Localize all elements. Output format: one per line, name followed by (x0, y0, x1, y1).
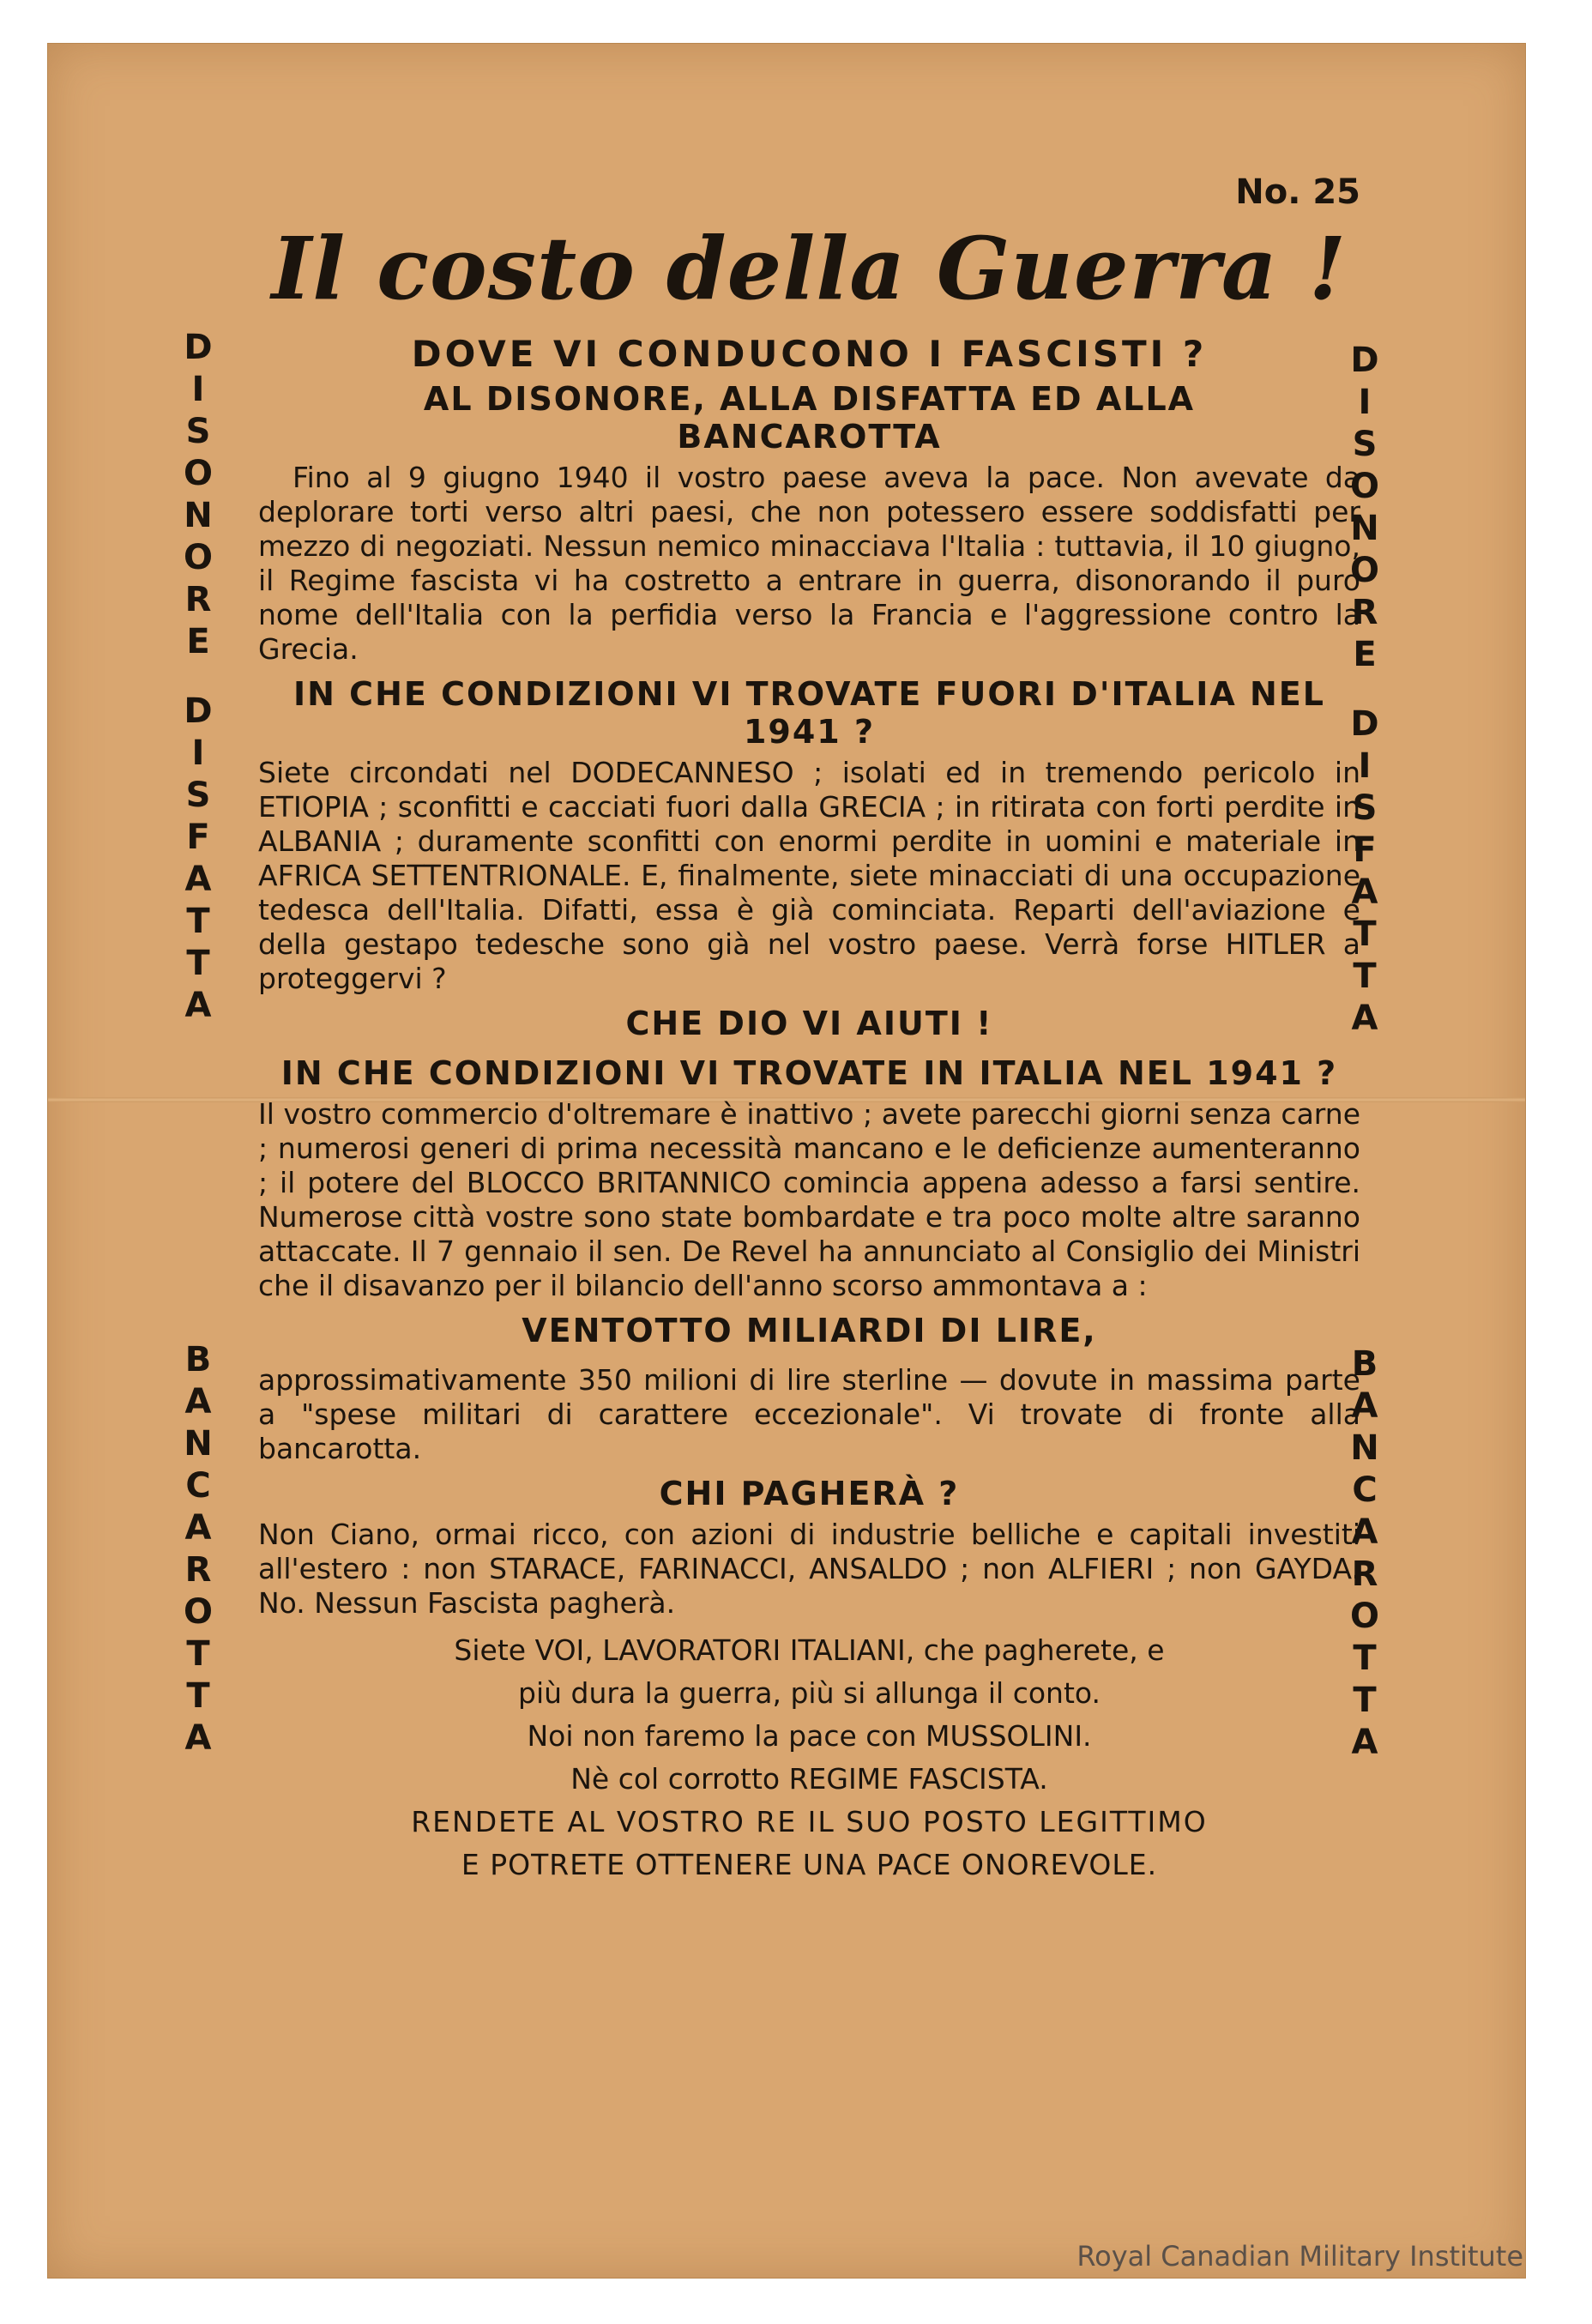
margin-letter: A (1351, 1386, 1378, 1426)
margin-letter: R (1351, 593, 1378, 632)
margin-letter: T (1353, 957, 1377, 996)
margin-letter: O (1349, 467, 1379, 506)
section1-subheading: AL DISONORE, ALLA DISFATTA ED ALLA BANCAROTTA (423, 380, 1196, 456)
leaflet-content (258, 172, 1360, 1886)
watermark-text: Royal Canadian Military Institute (1076, 2240, 1523, 2273)
left-margin-bottom-words (164, 1339, 232, 1787)
margin-letter: S (1352, 425, 1378, 464)
margin-letter: I (191, 370, 205, 409)
margin-letter: C (1352, 1470, 1378, 1510)
section1-heading: DOVE VI CONDUCONO I FASCISTI ? (411, 333, 1208, 375)
margin-letter: O (1349, 551, 1379, 590)
margin-word (164, 327, 232, 663)
leaflet-title: Il costo della Guerra ! (271, 218, 1348, 319)
margin-letter: N (1350, 509, 1379, 548)
margin-letter: D (1350, 704, 1379, 744)
margin-letter: O (183, 538, 213, 577)
section2-text: Siete circondati nel DODECANNESO ; isolati ed in tremendo pericolo in ETIOPIA ; sconfitti e cacciati fuori dalla GRECIA ; in ritirata con forti perdite in ALBANIA ; duramente sconfitti con enormi perdite in uomini e materiale in AFRICA SETTENTRIONALE. E, finalmente, siete minacciati di una occupazione tedesca dell'Italia. Difatti, essa è già cominciata. Reparti dell'aviazione e della gestapo tedesche sono già nel vostro paese. Verrà forse HITLER a proteggervi ? (258, 756, 1360, 995)
margin-letter: T (1353, 915, 1377, 954)
section3-text: Il vostro commercio d'oltremare è inattivo ; avete parecchi giorni senza carne ; numerosi generi di prima necessità mancano e le deficienze aumenteranno ; il potere del BLOCCO BRITANNICO comincia appena adesso a farsi sentire. Numerose città vostre sono state bombardate e tra poco molte altre saranno attaccate. Il 7 gennaio il sen. De Revel ha annunciato al Consiglio dei Ministri che il disavanzo per il bilancio dell'anno scorso ammontava a : (258, 1097, 1360, 1302)
section3-text2: approssimativamente 350 milioni di lire sterline — dovute in massima parte a "spese militari di carattere eccezionale". Vi trovate di fronte alla bancarotta. (258, 1363, 1360, 1465)
margin-letter: O (183, 1592, 213, 1632)
margin-letter: A (184, 1508, 212, 1548)
margin-letter: A (184, 1382, 212, 1422)
margin-letter: A (1351, 1723, 1378, 1762)
margin-letter: S (185, 412, 211, 451)
margin-letter: F (186, 818, 210, 857)
margin-letter: T (1353, 1681, 1377, 1720)
margin-letter: A (1351, 872, 1378, 912)
margin-letter: T (186, 1676, 210, 1716)
closing-line: Siete VOI, LAVORATORI ITALIANI, che pagherete, e (454, 1633, 1165, 1667)
margin-letter: B (184, 1340, 212, 1379)
margin-letter: F (1353, 830, 1377, 870)
margin-letter: A (1351, 999, 1378, 1038)
section1-text: Fino al 9 giugno 1940 il vostro paese aveva la pace. Non avevate da deplorare torti verso altri paesi, che non potessero essere soddisfatti per mezzo di negoziati. Nessun nemico minacciava l'Italia : tuttavia, il 10 giugno, il Regime fascista vi ha costretto a entrare in guerra, disonorando il puro nome dell'Italia con la perfidia verso la Francia e l'aggressione contro la Grecia. (258, 461, 1360, 666)
margin-letter: N (184, 1424, 213, 1464)
margin-letter: O (183, 454, 213, 493)
margin-letter: E (1353, 635, 1377, 674)
leaflet-paper (47, 43, 1526, 2279)
margin-letter: T (1353, 1639, 1377, 1678)
leaflet-number: No. 25 (1235, 172, 1360, 212)
margin-letter: S (185, 776, 211, 815)
margin-letter: A (1351, 1512, 1378, 1552)
closing-line: Noi non faremo la pace con MUSSOLINI. (527, 1719, 1092, 1753)
closing-line: Nè col corrotto REGIME FASCISTA. (570, 1762, 1048, 1796)
section4-text: Non Ciano, ormai ricco, con azioni di industrie belliche e capitali investiti all'estero : non STARACE, FARINACCI, ANSALDO ; non ALFIERI ; non GAYDA. No. Nessun Fascista pagherà. (258, 1518, 1360, 1620)
section4-heading: CHI PAGHERÀ ? (659, 1475, 960, 1512)
margin-letter: R (1351, 1554, 1378, 1594)
margin-letter: D (184, 691, 213, 731)
margin-letter: R (184, 1550, 212, 1590)
margin-letter: N (184, 496, 213, 535)
margin-letter: A (184, 1718, 212, 1758)
margin-letter: S (1352, 788, 1378, 828)
margin-letter: A (184, 986, 212, 1025)
margin-letter: E (186, 622, 210, 661)
margin-letter: T (186, 902, 210, 941)
left-margin-top-words (164, 327, 232, 1054)
margin-letter: T (186, 1634, 210, 1674)
margin-letter: B (1351, 1344, 1378, 1384)
margin-letter: N (1350, 1428, 1379, 1468)
margin-letter: I (1358, 383, 1372, 422)
margin-letter: C (185, 1466, 211, 1506)
section3-amount: VENTOTTO MILIARDI DI LIRE, (522, 1312, 1097, 1349)
closing-line: più dura la guerra, più si allunga il conto. (518, 1676, 1101, 1710)
margin-letter: R (184, 580, 212, 619)
margin-word (164, 691, 232, 1027)
closing-line: RENDETE AL VOSTRO RE IL SUO POSTO LEGITTIMO (411, 1805, 1208, 1838)
margin-letter: O (1349, 1597, 1379, 1636)
margin-letter: I (191, 733, 205, 773)
margin-word (164, 1339, 232, 1760)
margin-letter: A (184, 860, 212, 899)
closing-line: E POTRETE OTTENERE UNA PACE ONOREVOLE. (461, 1848, 1158, 1881)
section2-heading: IN CHE CONDIZIONI VI TROVATE FUORI D'ITALIA NEL 1941 ? (293, 675, 1325, 751)
margin-letter: D (1350, 341, 1379, 380)
section3-heading: IN CHE CONDIZIONI VI TROVATE IN ITALIA NEL 1941 ? (280, 1054, 1338, 1092)
section2-closing: CHE DIO VI AIUTI ! (625, 1005, 993, 1042)
margin-letter: D (184, 328, 213, 367)
margin-letter: I (1358, 746, 1372, 786)
margin-letter: T (186, 944, 210, 983)
